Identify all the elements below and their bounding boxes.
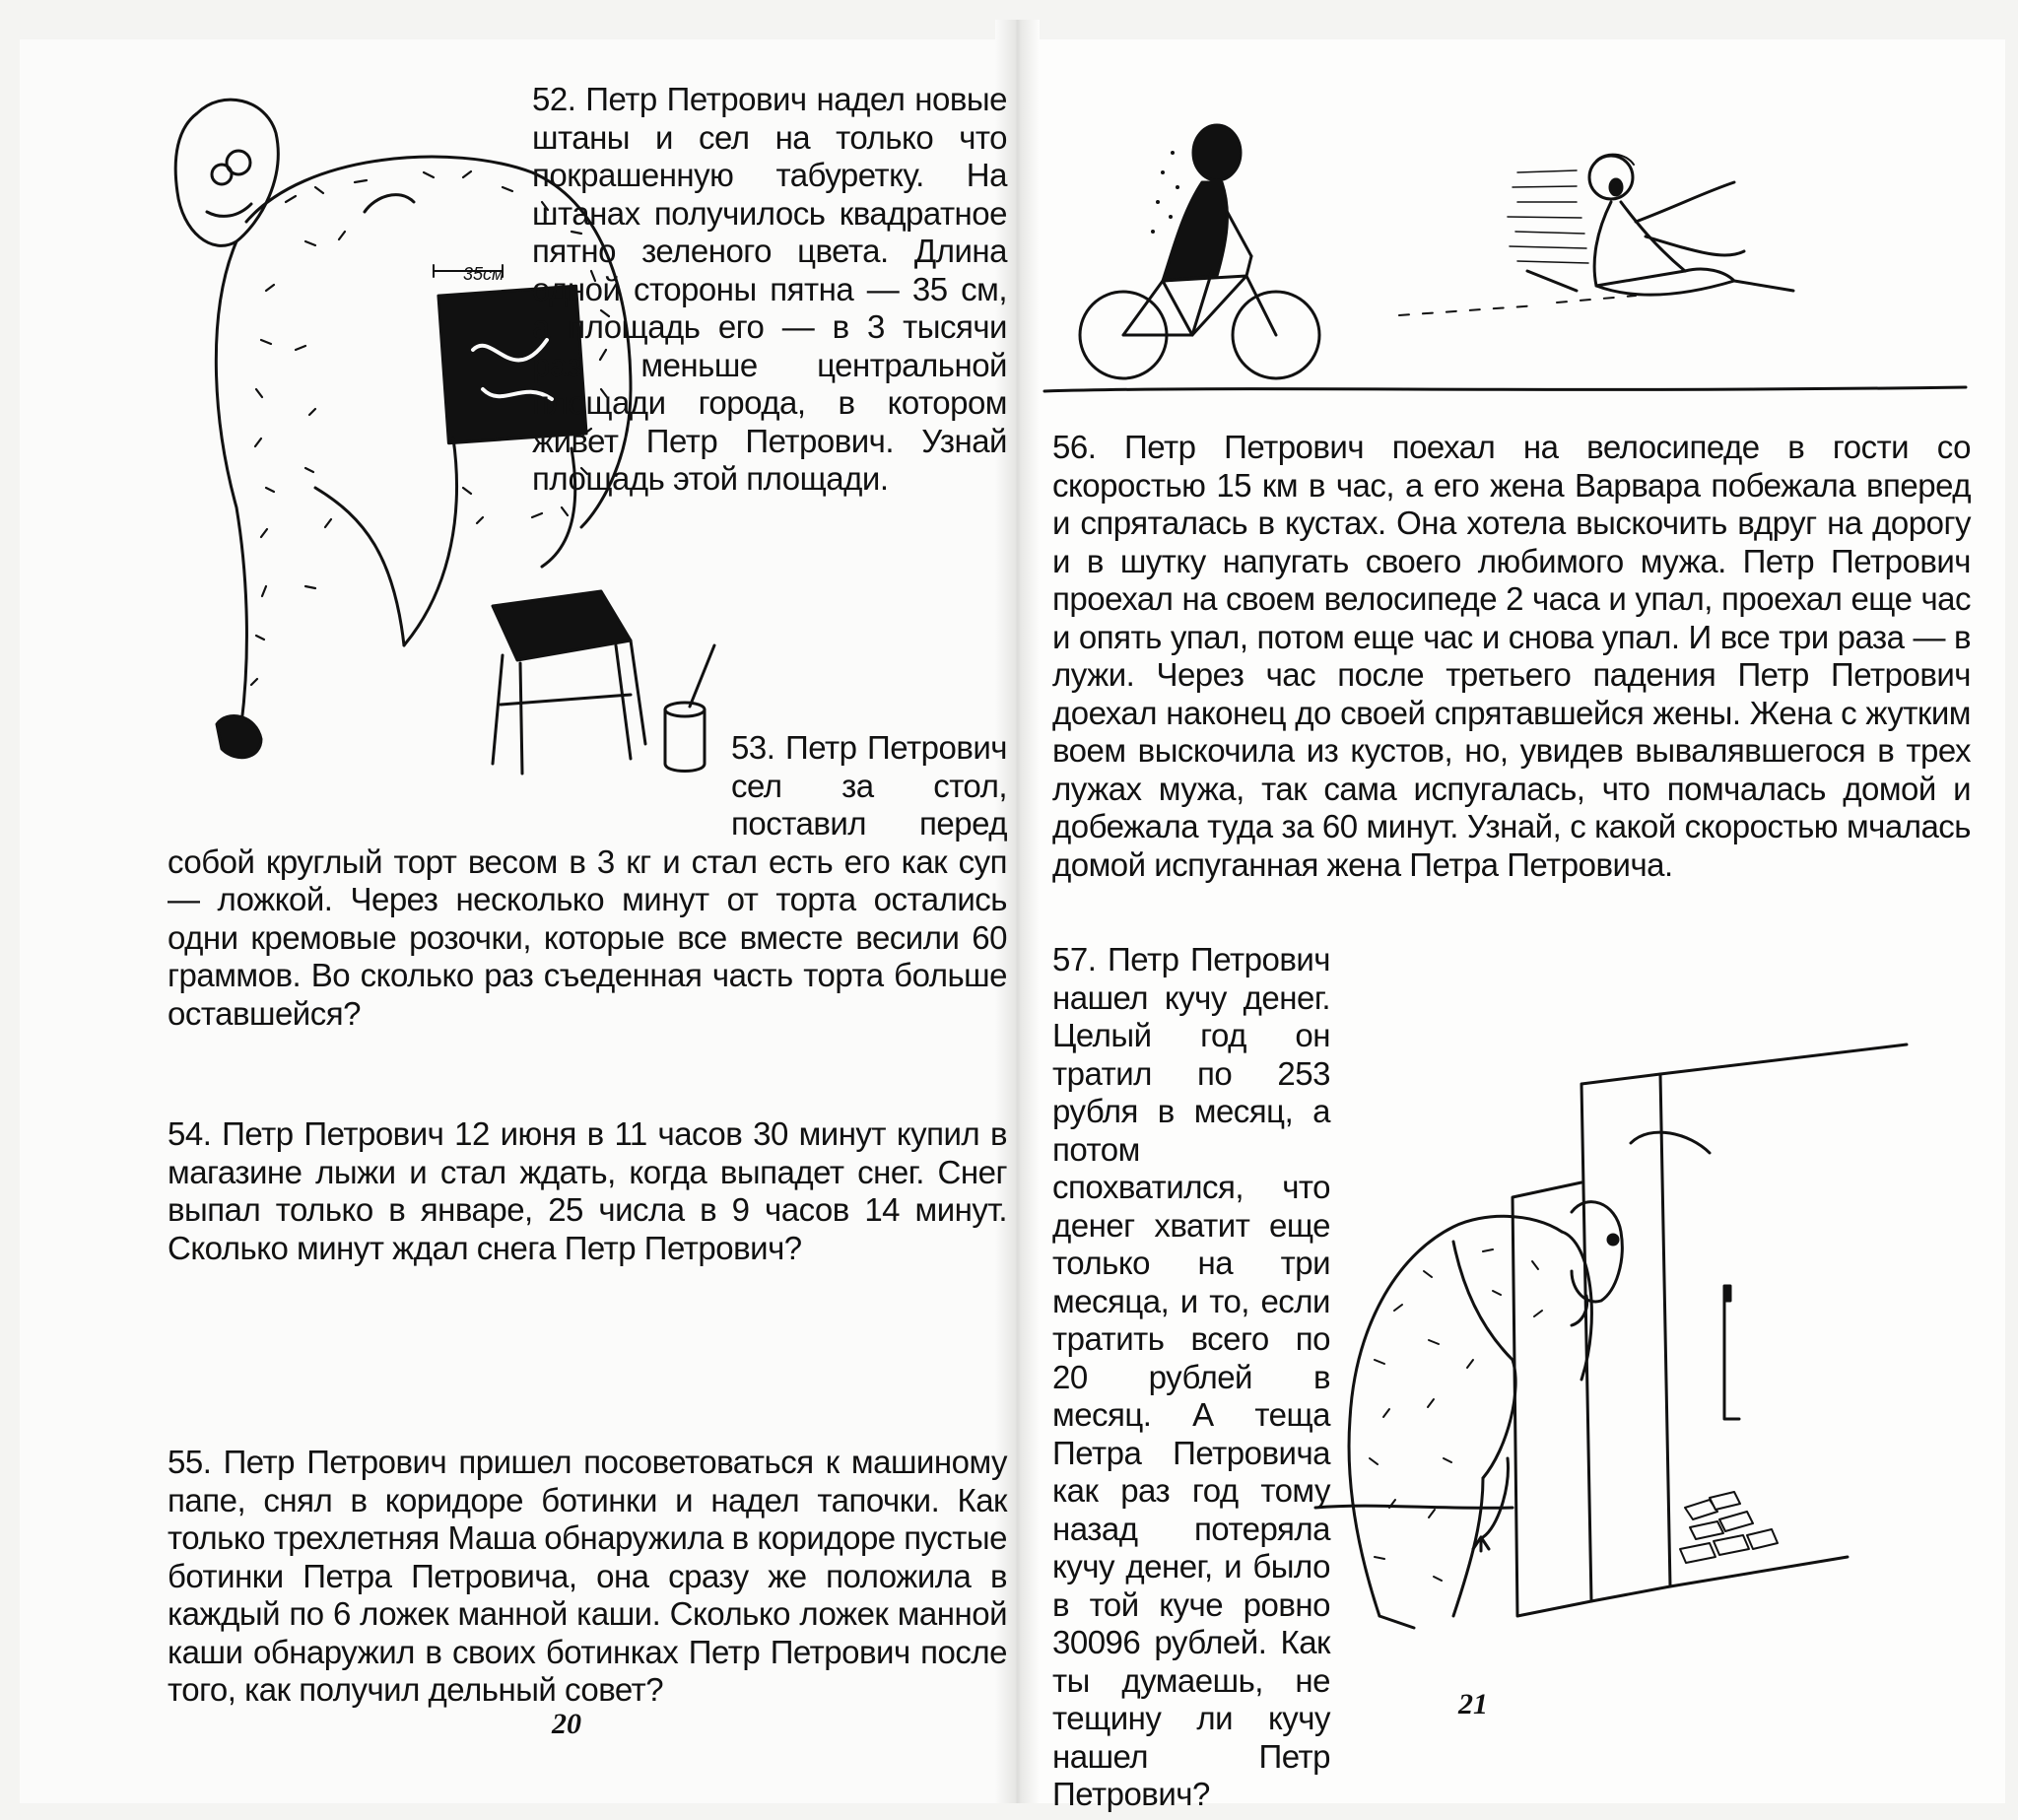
problem-55-text: 55. Петр Петрович пришел посоветоваться к машиному папе, снял в коридоре ботинки и надел тапочки. Как только трехлетняя Маша обнаружила в коридоре пустые ботинки Петра Петровича, она сразу же положила в каждый по 6 ложек манной каши. Сколько ложек манной каши обнаружил в своих ботинках Петр Петрович после того, как получил дельный совет? xyxy=(168,1444,1007,1708)
page-number-right: 21 xyxy=(1458,1688,1488,1720)
problem-52 xyxy=(532,81,1007,499)
problem-57 xyxy=(1052,941,1330,1814)
problem-57-text: 57. Петр Петрович нашел кучу денег. Целый год он тратил по 253 рубля в месяц, а потом спохватился, что денег хватит еще только на три месяца, и то, если тратить всего по 20 рублей в месяц. А теща Петра Петровича как раз год тому назад потеряла кучу денег, и было в той куче ровно 30096 рублей. Как ты думаешь, не тещину ли кучу нашел Петр Петрович? xyxy=(1052,941,1330,1812)
problem-53 xyxy=(168,729,1007,1033)
problem-54 xyxy=(168,1115,1007,1267)
problem-54-text: 54. Петр Петрович 12 июня в 11 часов 30 минут купил в магазине лыжи и стал ждать, когда выпадет снег. Снег выпал только в январе, 25 числа в 9 часов 14 минут. Сколько минут ждал снега Петр Петрович? xyxy=(168,1115,1007,1266)
cyclist-and-wife-illustration xyxy=(1044,113,1966,399)
man-with-money-pile-illustration xyxy=(1335,1064,1907,1675)
measurement-label: 35см xyxy=(463,264,504,284)
problem-53-float-spacer xyxy=(168,729,731,842)
problem-55 xyxy=(168,1444,1007,1710)
problem-56 xyxy=(1052,429,1971,884)
page-number-left: 20 xyxy=(552,1708,581,1740)
problem-52-text: 52. Петр Петрович надел новые штаны и сел на только что покрашенную табуретку. На штанах получилось квадратное пятно зеленого цвета. Длина одной стороны пятна — 35 см, а площадь его — в 3 тысячи раз меньше центральной площади города, в котором живет Петр Петрович. Узнай площадь этой площади. xyxy=(532,81,1007,497)
problem-53-text: 53. Петр Петрович сел за стол, поставил перед собой круглый торт весом в 3 кг и стал есть его как суп — ложкой. Через несколько минут от торта остались одни кремовые розочки, которые все вместе весили 60 граммов. Во сколько раз съеденная часть торта больше оставшейся? xyxy=(168,729,1007,1032)
problem-56-text: 56. Петр Петрович поехал на велосипеде в гости со скоростью 15 км в час, а его жена Варвара побежала вперед и спряталась в кустах. Она хотела выскочить вдруг на дорогу и в шутку напугать своего любимого мужа. Петр Петрович проехал на своем велосипеде 2 часа и упал, проехал еще час и опять упал, потом еще час и снова упал. И все три раза — в лужи. Через час после третьего падения Петр Петрович доехал наконец до своей спрятавшейся жены. Жена с жутким воем выскочила из кустов, но, увидев вывалявшегося в трех лужах мужа, так сама испугалась, что помчалась домой и добежала туда за 60 минут. Узнай, с какой скоростью мчалась домой испуганная жена Петра Петровича. xyxy=(1052,429,1971,883)
